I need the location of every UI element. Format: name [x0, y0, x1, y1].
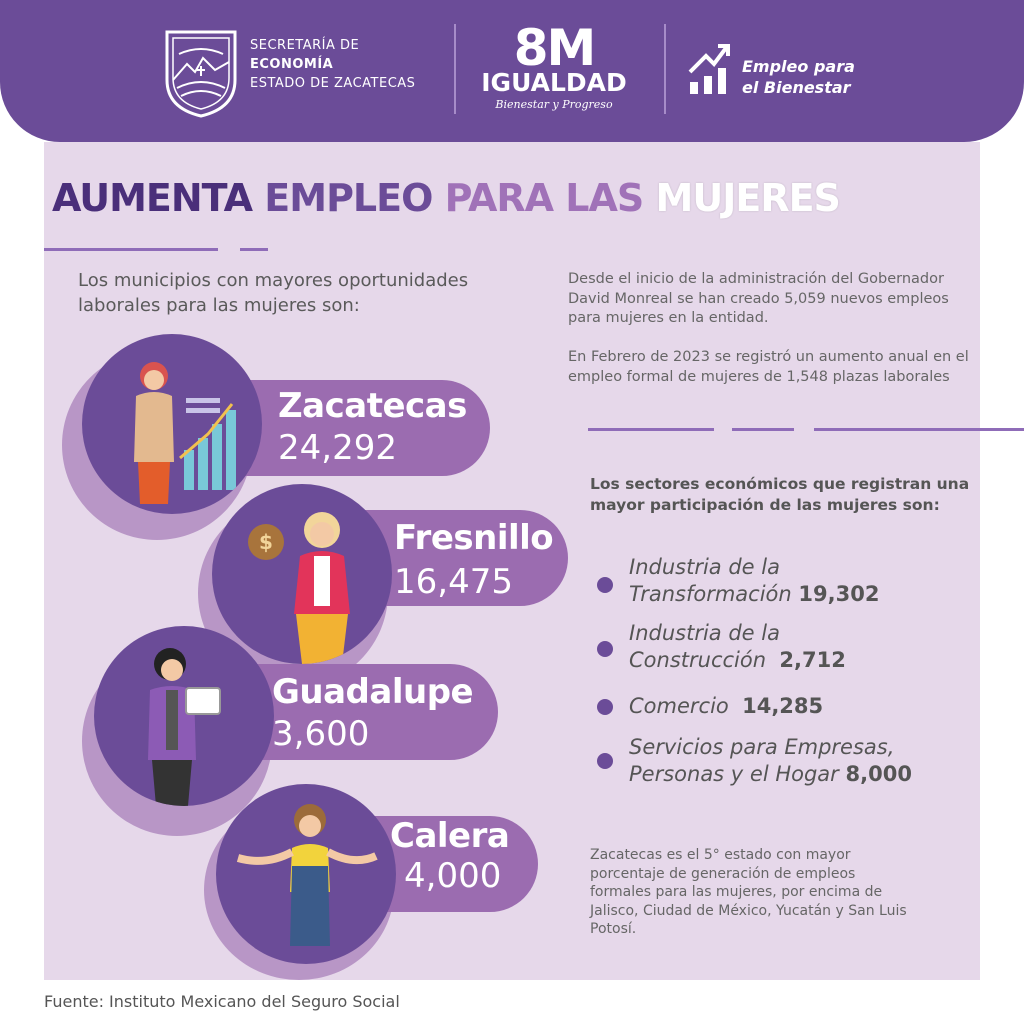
sector-item	[629, 620, 846, 674]
municipality-circle	[82, 334, 262, 514]
program-name	[742, 56, 855, 98]
org-line-2: ECONOMÍA	[250, 57, 334, 72]
woman-shrugging-illustration	[226, 796, 386, 964]
sector-item	[629, 554, 879, 608]
bullet-icon	[597, 699, 613, 715]
woman-money-bag-illustration	[242, 494, 372, 664]
municipality-name: Calera	[390, 816, 510, 856]
title-underline	[240, 248, 268, 251]
municipality-circle	[94, 626, 274, 806]
sector-line-2: Construcción	[629, 648, 767, 672]
bullet-icon	[597, 753, 613, 769]
sector-line-2: Personas y el Hogar	[629, 762, 839, 786]
header-divider	[664, 24, 666, 114]
title-word-1: AUMENTA	[52, 176, 253, 220]
sector-value: 14,285	[742, 694, 824, 718]
zacatecas-seal-icon	[163, 28, 239, 120]
municipality-circle	[212, 484, 392, 664]
campaign-logo	[478, 19, 630, 111]
bullet-icon	[597, 577, 613, 593]
growth-chart-icon	[688, 42, 730, 96]
sector-value: 2,712	[779, 648, 846, 672]
municipality-value: 16,475	[394, 562, 513, 602]
section-divider	[814, 428, 1024, 431]
header-divider	[454, 24, 456, 114]
intro-text: Los municipios con mayores oportunidades laborales para las mujeres son:	[78, 270, 469, 316]
org-line-3: ESTADO DE ZACATECAS	[250, 76, 416, 91]
sector-item	[629, 693, 823, 720]
campaign-big: 8M	[513, 19, 595, 77]
sector-line-1: Industria de la	[629, 555, 780, 579]
program-line-2: el Bienestar	[742, 78, 851, 97]
organization-name	[250, 36, 415, 93]
svg-text:$: $	[259, 530, 273, 554]
section-divider	[588, 428, 714, 431]
source-footer: Fuente: Instituto Mexicano del Seguro Social	[44, 992, 400, 1011]
municipality-name: Fresnillo	[394, 518, 554, 558]
sector-line-2: Transformación	[629, 582, 792, 606]
municipality-value: 24,292	[278, 428, 397, 468]
woman-tablet-illustration	[134, 640, 264, 806]
ranking-note: Zacatecas es el 5° estado con mayor porcentaje de generación de empleos formales para las mujeres, por encima de Jalisco, Ciudad de México, Yucatán y San Luis Potosí.	[590, 847, 907, 937]
title-word-3: PARA LAS	[444, 176, 644, 220]
municipality-circle	[216, 784, 396, 964]
page-title	[52, 176, 840, 220]
bullet-icon	[597, 641, 613, 657]
sector-line-1: Servicios para Empresas,	[629, 735, 895, 759]
sector-value: 19,302	[798, 582, 880, 606]
section-divider	[732, 428, 794, 431]
title-underline	[44, 248, 218, 251]
municipality-name: Guadalupe	[272, 672, 474, 712]
municipality-value: 4,000	[404, 856, 502, 896]
campaign-mid: IGUALDAD	[481, 68, 627, 97]
header-bar	[0, 0, 1024, 142]
paragraph-annual-increase: En Febrero de 2023 se registró un aumento anual en el empleo formal de mujeres de 1,548 plazas laborales	[568, 349, 969, 385]
title-word-4: MUJERES	[655, 176, 840, 220]
sector-item	[629, 734, 912, 788]
campaign-script: Bienestar y Progreso	[495, 98, 613, 111]
municipality-value: 3,600	[272, 714, 370, 754]
title-word-2: EMPLEO	[264, 176, 433, 220]
sector-value: 8,000	[845, 762, 912, 786]
businesswoman-chart-illustration	[122, 354, 252, 514]
paragraph-new-jobs: Desde el inicio de la administración del Gobernador David Monreal se han creado 5,059 nuevos empleos para mujeres en la entidad.	[568, 271, 949, 326]
sectors-title: Los sectores económicos que registran una mayor participación de las mujeres son:	[590, 475, 970, 514]
program-line-1: Empleo para	[742, 57, 855, 76]
sector-line-2: Comercio	[629, 694, 729, 718]
org-line-1: SECRETARÍA DE	[250, 38, 360, 53]
municipality-name: Zacatecas	[278, 386, 467, 426]
sector-line-1: Industria de la	[629, 621, 780, 645]
